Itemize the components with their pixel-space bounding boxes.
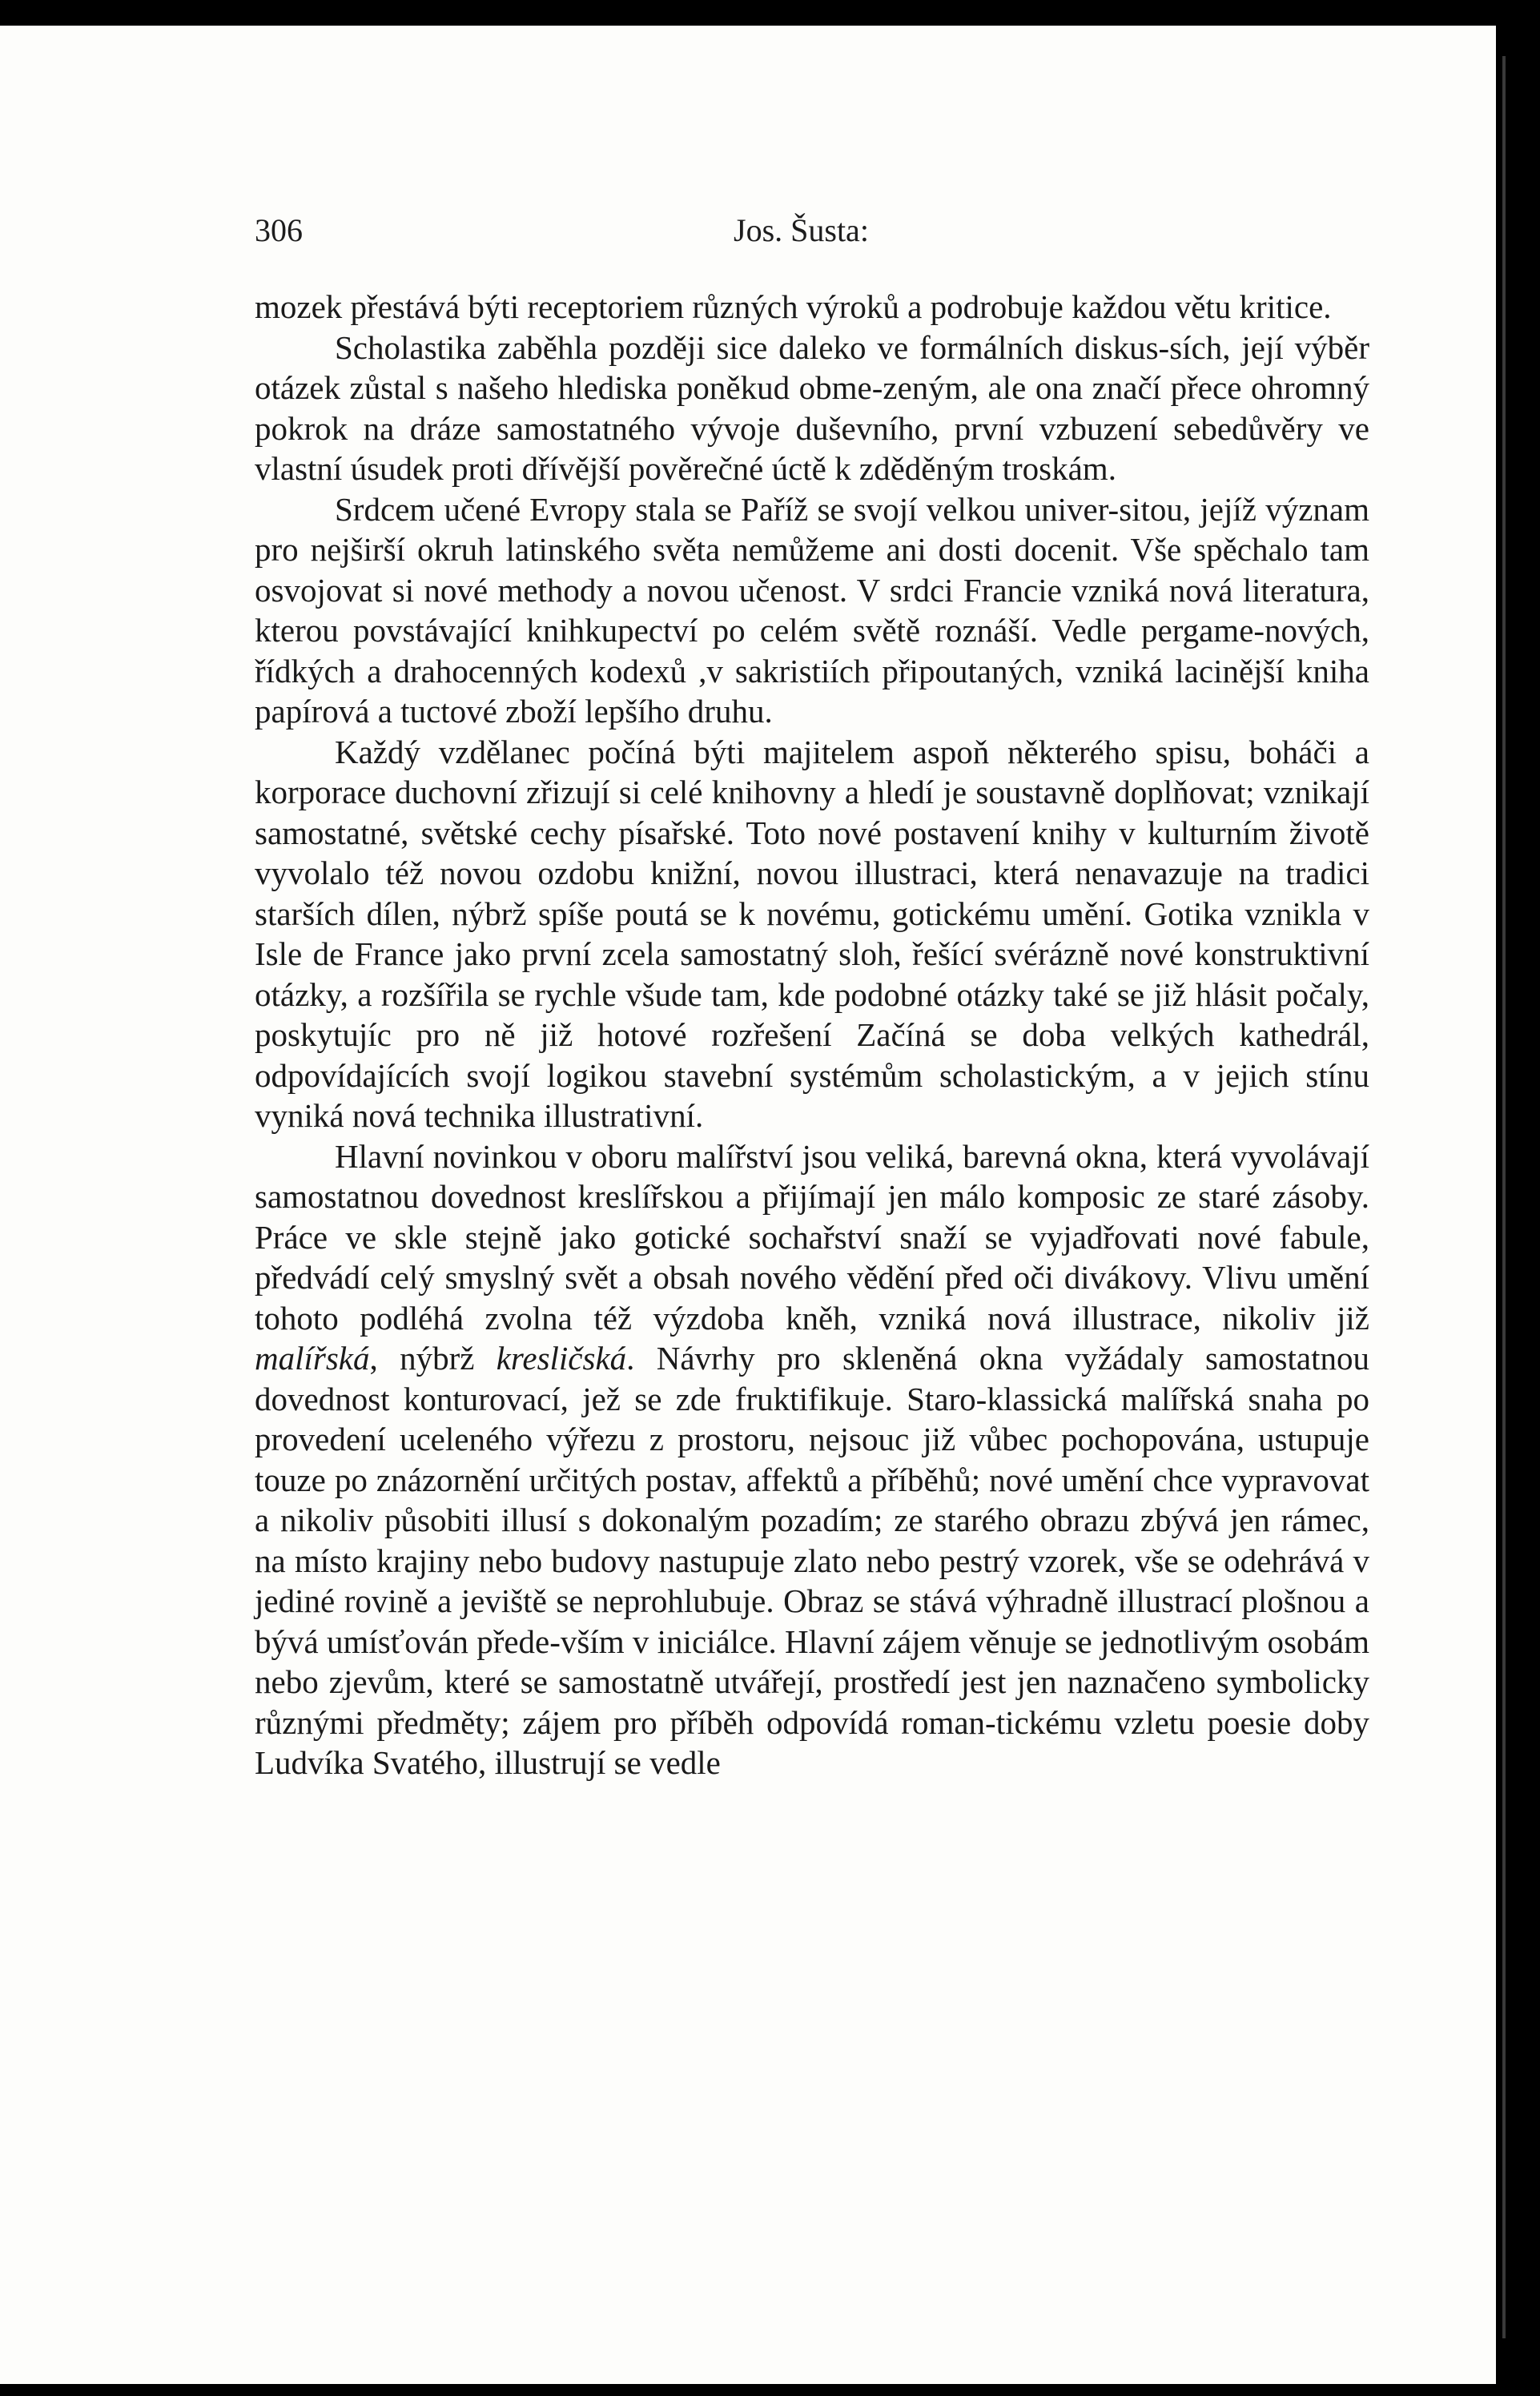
paragraph-hlavni-part-1: Hlavní novinkou v oboru malířství jsou veliká, barevná okna, která vyvolávají samostatnou dovednost kreslířskou a přijímají jen málo komposic ze staré zásoby. Práce ve skle stejně jako gotické sochařství snaží se vyjadřovati nové fabule, předvádí celý smyslný svět a obsah nového vědění před oči divákovy. Vlivu umění tohoto podléhá zvolna též výzdoba kněh, vzniká nová illustrace, nikoliv již [255,1137,1369,1337]
italic-term-kreslicska: kresličská [496,1340,627,1377]
paragraph-hlavni-part-2: , nýbrž [369,1340,497,1377]
body-text [255,287,1369,1783]
scan-edge-line [1502,56,1506,2338]
paragraph-hlavni-part-3: . Návrhy pro skleněná okna vyžádaly samostatnou dovednost konturovací, jež se zde fruktifikuje. Staro-klassická malířská snaha po provedení uceleného výřezu z prostoru, nejsouc již vůbec pochopována, ustupuje touze po znázornění určitých postav, affektů a příběhů; nové umění chce vypravovat a nikoliv působiti illusí s dokonalým pozadím; ze starého obrazu zbývá jen rámec, na místo krajiny nebo budovy nastupuje zlato nebo pestrý vzorek, vše se odehrává v jediné rovině a jeviště se neprohlubuje. Obraz se stává výhradně illustrací plošnou a bývá umísťován přede-vším v iniciálce. Hlavní zájem věnuje se jednotlivým osobám nebo zjevům, které se samostatně utvářejí, prostředí jest jen naznačeno symbolicky různými předměty; zájem pro příběh odpovídá roman-tickému vzletu poesie doby Ludvíka Svatého, illustrují se vedle [255,1340,1369,1781]
paragraph-hlavni [255,1136,1369,1783]
book-page [0,26,1496,2384]
italic-term-malirska: malířská [255,1340,370,1377]
paragraph-srdcem: Srdcem učené Evropy stala se Paříž se svojí velkou univer-sitou, jejíž význam pro nejširší okruh latinského světa nemůžeme ani dosti docenit. Vše spěchalo tam osvojovat si nové methody a novou učenost. V srdci Francie vzniká nová literatura, kterou povstávající knihkupectví po celém světě roznáší. Vedle pergame-nových, řídkých a drahocenných kodexů ,v sakristiích připoutaných, vzniká lacinější kniha papírová a tuctové zboží lepšího druhu. [255,490,1369,730]
running-title: Jos. Šusta: [734,212,869,248]
paragraph-kazdy: Každý vzdělanec počíná býti majitelem aspoň některého spisu, boháči a korporace duchovní zřizují si celé knihovny a hledí je soustavně doplňovat; vznikají samostatné, světské cechy písařské. Toto nové postavení knihy v kulturním životě vyvolalo též novou ozdobu knižní, novou illustraci, která nenavazuje na tradici starších dílen, nýbrž spíše poutá se k novému, gotickému umění. Gotika vznikla v Isle de France jako první zcela samostatný sloh, řešící svérázně nové konstruktivní otázky, a rozšířila se rychle všude tam, kde podobné otázky také se již hlásit počaly, poskytujíc pro ně již hotové rozřešení Začíná se doba velkých kathedrál, odpovídajících svojí logikou stavební systémům scholastickým, a v jejich stínu vyniká nová technika illustrativní. [255,733,1369,1134]
page-header [255,211,1369,259]
paragraph-continued: mozek přestává býti receptoriem různých výroků a podrobuje každou větu kritice. [255,288,1332,325]
page-number: 306 [255,212,303,248]
paragraph-scholastika: Scholastika zaběhla později sice daleko ve formálních diskus-sích, její výběr otázek zůstal s našeho hlediska poněkud obme-zeným, ale ona značí přece ohromný pokrok na dráze samostatného vývoje duševního, první vzbuzení sebedůvěry ve vlastní úsudek proti dřívější pověrečné úctě k zděděným troskám. [255,328,1369,487]
